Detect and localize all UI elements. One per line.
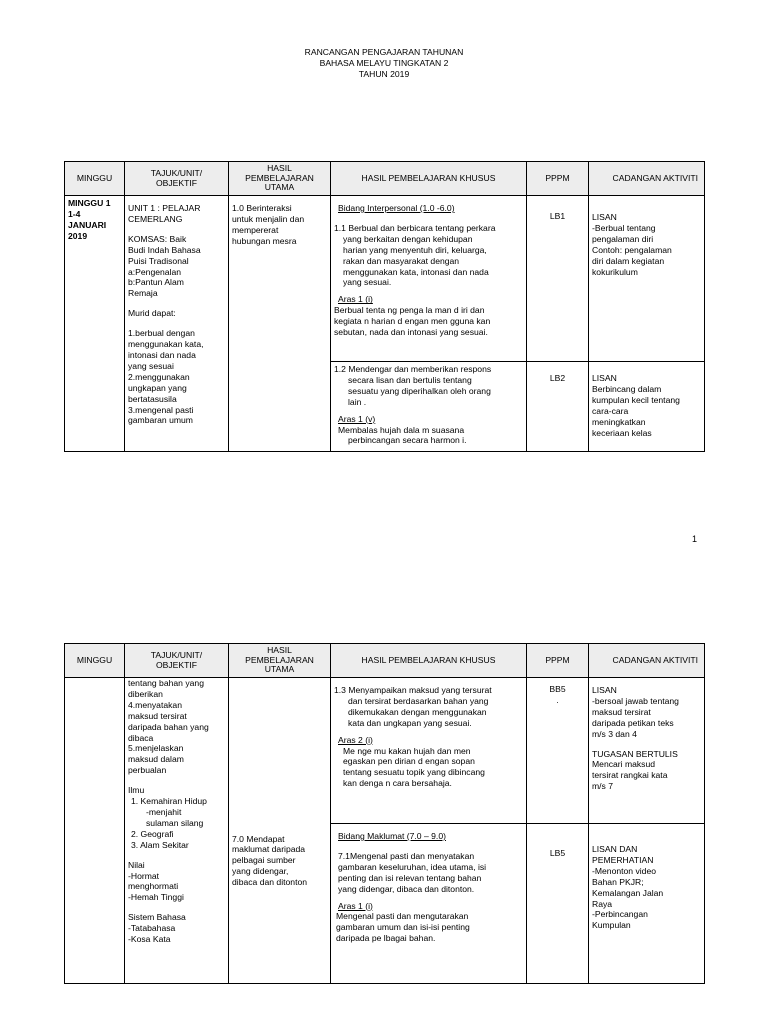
header-pppm: PPPM <box>527 162 589 196</box>
week-cell <box>65 678 125 984</box>
main-outcome-cell <box>229 678 331 824</box>
document-title <box>0 47 768 80</box>
main-outcome-cell: 7.0 Mendapat maklumat daripada pelbagai sumber yang didengar, dibaca dan ditonton <box>229 824 331 984</box>
activity-cell: LISAN -Berbual tentang pengalaman diri Contoh: pengalaman diri dalam kegiatan kokurikulum <box>589 196 705 362</box>
activity-cell: LISAN Berbincang dalam kumpulan kecil tentang cara-cara meningkatkan keceriaan kelas <box>589 362 705 452</box>
table-row <box>65 196 705 362</box>
week-cell: MINGGU 1 1-4 JANUARI 2019 <box>65 196 125 452</box>
header-minggu: MINGGU <box>65 644 125 678</box>
header-hasil-utama: HASIL PEMBELAJARAN UTAMA <box>229 162 331 196</box>
pppm-cell: LB2 <box>527 362 589 452</box>
header-pppm: PPPM <box>527 644 589 678</box>
lesson-plan-table-1 <box>64 161 705 452</box>
specific-outcome-cell: Bidang Interpersonal (1.0 -6.0) 1.1 Berbual dan berbicara tentang perkara yang berkaitan dengan kehidupan harian yang menyentuh diri, keluarga, rakan dan masyarakat dengan menggunakan kata, intonasi dan nada yang sesuai. Aras 1 (i) Berbual tenta ng penga la man d iri dan kegiata n harian d engan men gguna kan sebutan, nada dan intonasi yang sesuai. <box>331 196 527 362</box>
table-header-row <box>65 644 705 678</box>
specific-outcome-cell: Bidang Maklumat (7.0 – 9.0) 7.1Mengenal pasti dan menyatakan gambaran keseluruhan, idea utama, isi penting dan isi relevan tentang bahan yang didengar, dibaca dan ditonton. Aras 1 (i) Mengenal pasti dan mengutarakan gambaran umum dan isi-isi penting daripada pe lbagai bahan. <box>331 824 527 984</box>
lesson-plan-table-2 <box>64 643 705 984</box>
header-hasil-utama: HASIL PEMBELAJARAN UTAMA <box>229 644 331 678</box>
pppm-cell: LB5 <box>527 824 589 984</box>
activity-cell: LISAN DAN PEMERHATIAN -Menonton video Bahan PKJR; Kemalangan Jalan Raya -Perbincangan Kumpulan <box>589 824 705 984</box>
page-number: 1 <box>692 534 698 544</box>
header-tajuk: TAJUK/UNIT/ OBJEKTIF <box>125 644 229 678</box>
pppm-cell: BB5 . <box>527 678 589 824</box>
title-line-2: BAHASA MELAYU TINGKATAN 2 <box>319 57 449 68</box>
header-hasil-khusus: HASIL PEMBELAJARAN KHUSUS <box>331 162 527 196</box>
activity-cell: LISAN -bersoal jawab tentang maksud tersirat daripada petikan teks m/s 3 dan 4 TUGASAN BERTULIS Mencari maksud tersirat rangkai kata m/s 7 <box>589 678 705 824</box>
specific-outcome-cell: 1.2 Mendengar dan memberikan respons secara lisan dan bertulis tentang sesuatu yang diperihalkan oleh orang lain . Aras 1 (v) Membalas hujah dala m suasana perbincangan secara harmon i. <box>331 362 527 452</box>
title-line-1: RANCANGAN PENGAJARAN TAHUNAN <box>304 47 464 57</box>
main-outcome-cell: 1.0 Berinteraksi untuk menjalin dan mempererat hubungan mesra <box>229 196 331 452</box>
header-minggu: MINGGU <box>65 162 125 196</box>
title-line-3: TAHUN 2019 <box>358 68 410 79</box>
topic-cell: UNIT 1 : PELAJAR CEMERLANG KOMSAS: Baik Budi Indah Bahasa Puisi Tradisonal a:Pengenalan b:Pantun Alam Remaja Murid dapat: 1.berbual dengan menggunakan kata, intonasi dan nada yang sesuai 2.menggunakan ungkapan yang bertatasusila 3.mengenal pasti gambaran umum <box>125 196 229 452</box>
topic-cell: tentang bahan yang diberikan 4.menyatakan maksud tersirat daripada bahan yang dibaca 5.menjelaskan maksud dalam perbualan Ilmu 1. Kemahiran Hidup -menjahit sulaman silang 2. Geografi 3. Alam Sekitar Nilai -Hormat menghormati -Hemah Tinggi Sistem Bahasa -Tatabahasa -Kosa Kata <box>125 678 229 984</box>
table-row <box>65 678 705 824</box>
pppm-cell: LB1 <box>527 196 589 362</box>
header-aktiviti: CADANGAN AKTIVITI <box>589 162 705 196</box>
header-hasil-khusus: HASIL PEMBELAJARAN KHUSUS <box>331 644 527 678</box>
table-header-row <box>65 162 705 196</box>
header-tajuk: TAJUK/UNIT/ OBJEKTIF <box>125 162 229 196</box>
specific-outcome-cell: 1.3 Menyampaikan maksud yang tersurat dan tersirat berdasarkan bahan yang dikemukakan dengan menggunakan kata dan ungkapan yang sesuai. Aras 2 (i) Me nge mu kakan hujah dan men egaskan pen dirian d engan sopan tentang sesuatu topik yang dibincang kan denga n cara bersahaja. <box>331 678 527 824</box>
header-aktiviti: CADANGAN AKTIVITI <box>589 644 705 678</box>
